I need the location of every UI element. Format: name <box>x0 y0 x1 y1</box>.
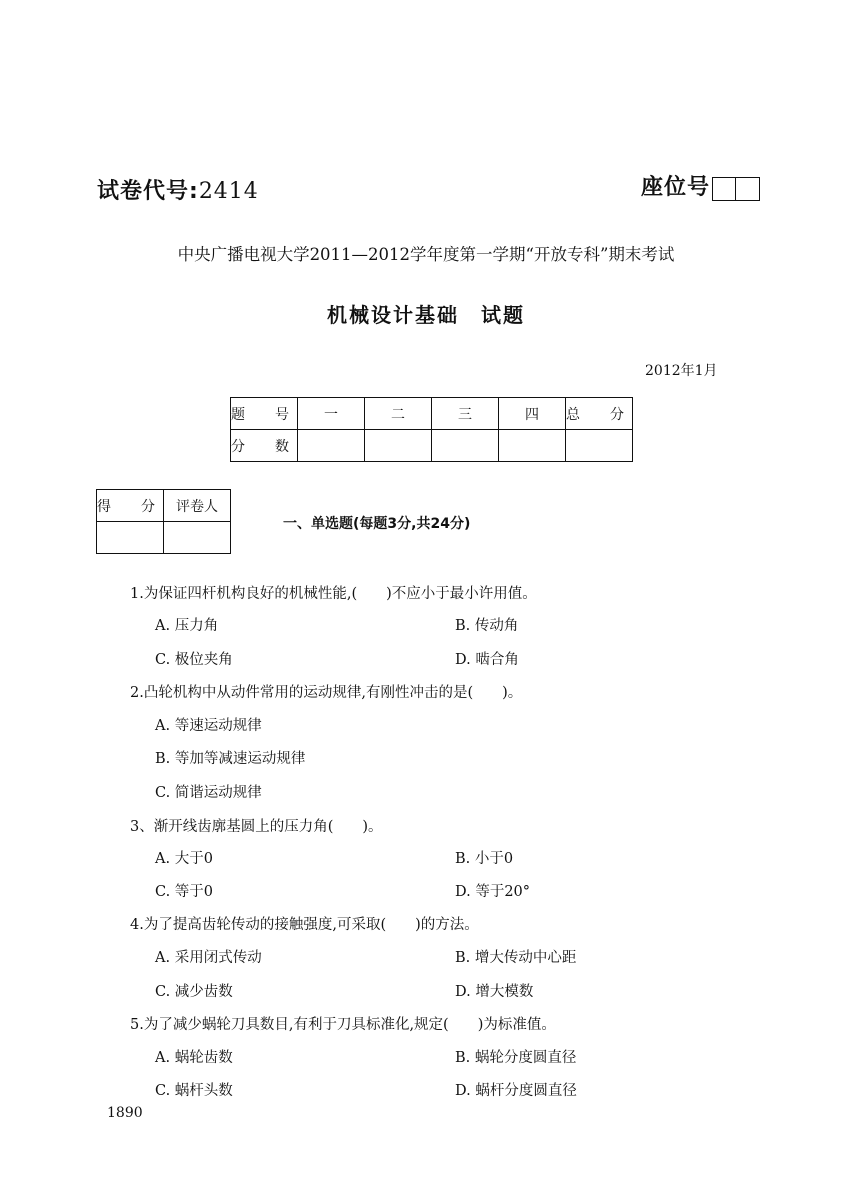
question-stem: 4.为了提高齿轮传动的接触强度,可采取( )的方法。 <box>130 917 479 933</box>
score-table-row-label: 分 数 <box>231 430 298 462</box>
school-line: 中央广播电视大学2011—2012学年度第一学期“开放专科”期末考试 <box>177 245 675 264</box>
grader-table-header-cell: 评卷人 <box>164 490 231 522</box>
page-number: 1890 <box>107 1105 143 1121</box>
question-option: B. 蜗轮分度圆直径 <box>455 1050 577 1066</box>
score-table-header-cell: 三 <box>432 398 499 430</box>
grader-table-row <box>97 522 231 554</box>
question-option: A. 蜗轮齿数 <box>155 1050 233 1066</box>
score-table-cell[interactable] <box>566 430 633 462</box>
seat-number-boxes <box>712 177 760 201</box>
question-option: B. 增大传动中心距 <box>455 950 577 966</box>
question-option: C. 减少齿数 <box>155 984 233 1000</box>
score-table-cell[interactable] <box>499 430 566 462</box>
score-table-score-row <box>231 430 633 462</box>
score-table-header-row <box>231 398 633 430</box>
question-option: D. 啮合角 <box>455 652 519 668</box>
score-table <box>230 397 633 462</box>
score-table-header-cell: 总 分 <box>566 398 633 430</box>
seat-number-box[interactable] <box>712 177 736 201</box>
grader-table <box>96 489 231 554</box>
grader-table-header-cell: 得 分 <box>97 490 164 522</box>
exam-code-value: 2414 <box>198 179 259 204</box>
question-option: C. 极位夹角 <box>155 652 233 668</box>
question-option: D. 等于20° <box>455 884 531 900</box>
question-option: B. 传动角 <box>455 618 519 634</box>
page-title: 机械设计基础 试题 <box>327 303 525 327</box>
question-stem: 1.为保证四杆机构良好的机械性能,( )不应小于最小许用值。 <box>130 586 537 602</box>
question-option: A. 等速运动规律 <box>155 718 262 734</box>
score-table-cell[interactable] <box>365 430 432 462</box>
seat-number-label: 座位号 <box>641 175 711 200</box>
question-option: D. 蜗杆分度圆直径 <box>455 1083 577 1099</box>
question-option: B. 小于0 <box>455 851 514 867</box>
score-table-cell[interactable] <box>298 430 365 462</box>
grader-table-cell[interactable] <box>97 522 164 554</box>
question-stem: 5.为了减少蜗轮刀具数目,有利于刀具标准化,规定( )为标准值。 <box>130 1017 556 1033</box>
score-table-cell[interactable] <box>432 430 499 462</box>
question-option: C. 简谐运动规律 <box>155 785 262 801</box>
score-table-header-cell: 题 号 <box>231 398 298 430</box>
exam-code-label: 试卷代号: <box>97 179 199 204</box>
question-option: A. 压力角 <box>155 618 219 634</box>
question-option: A. 采用闭式传动 <box>155 950 262 966</box>
score-table-header-cell: 四 <box>499 398 566 430</box>
question-option: D. 增大模数 <box>455 984 534 1000</box>
question-option: B. 等加等减速运动规律 <box>155 751 306 767</box>
exam-code <box>97 174 259 205</box>
question-stem: 3、渐开线齿廓基圆上的压力角( )。 <box>130 819 383 835</box>
grader-table-cell[interactable] <box>164 522 231 554</box>
question-stem: 2.凸轮机构中从动件常用的运动规律,有刚性冲击的是( )。 <box>130 685 523 701</box>
seat-number-box[interactable] <box>736 177 760 201</box>
question-option: C. 蜗杆头数 <box>155 1083 233 1099</box>
grader-table-header-row <box>97 490 231 522</box>
question-option: A. 大于0 <box>155 851 213 867</box>
exam-date: 2012年1月 <box>645 363 718 379</box>
question-option: C. 等于0 <box>155 884 214 900</box>
section-title: 一、单选题(每题3分,共24分) <box>283 516 471 532</box>
seat-number <box>641 174 760 202</box>
score-table-header-cell: 一 <box>298 398 365 430</box>
score-table-header-cell: 二 <box>365 398 432 430</box>
